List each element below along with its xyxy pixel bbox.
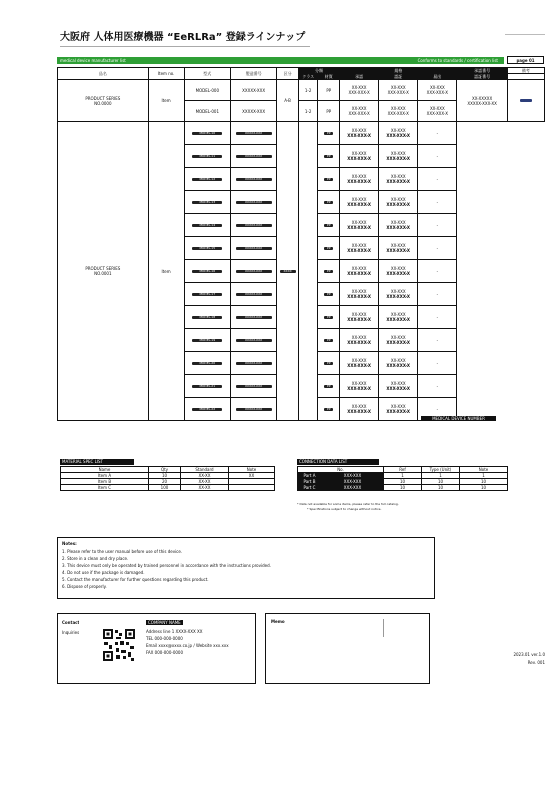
g2-b-5	[379, 237, 418, 260]
table-cell: 1	[460, 473, 508, 479]
g2-mat-9	[318, 329, 340, 352]
right-table-title: CONNECTION DATA LIST	[297, 459, 379, 465]
g2-c-2: -	[418, 168, 457, 191]
col-header-approval: 承認番号	[457, 68, 507, 74]
table-cell: 1	[384, 473, 422, 479]
g2-model-7-text: MODEL-17	[192, 293, 222, 296]
g1-b-1-line2: XXX-XXX-X	[387, 111, 409, 116]
right-table-note1: * Data not available for some items, please refer to the full catalog.	[297, 502, 399, 506]
g2-a-3-line2: XXX-XXX-X	[347, 202, 371, 207]
g2-a-12-line2: XXX-XXX-X	[347, 409, 371, 414]
g1-b-0-line1: XX-XXX	[390, 85, 406, 90]
g2-model-2	[184, 168, 230, 191]
g2-a-9-line2: XXX-XXX-X	[347, 340, 371, 345]
g2-model-4	[184, 214, 230, 237]
notes-line-2: 2. Store in a clean and dry place.	[62, 556, 129, 561]
g2-b-10-line1: XX-XXX	[390, 358, 406, 363]
g1-b-1	[379, 101, 418, 122]
g2-b-0-line1: XX-XXX	[390, 128, 406, 133]
g2-serial-10-text: XXXXX-XXX	[236, 362, 272, 365]
g2-mat-0	[318, 122, 340, 145]
g1-c-1	[418, 101, 457, 122]
table-cell: XX-XX	[181, 473, 229, 479]
g2-serial-11	[230, 375, 276, 398]
group2-class	[298, 122, 318, 421]
group1-kubun: A-B	[277, 80, 299, 122]
g2-c-6: -	[418, 260, 457, 283]
g2-a-0-line2: XXX-XXX-X	[347, 133, 371, 138]
table-cell: XX-XX	[181, 479, 229, 485]
g2-serial-9	[230, 329, 276, 352]
side-note-2: Rev. 001	[527, 660, 545, 665]
g2-b-7	[379, 283, 418, 306]
table-cell: 20	[149, 479, 181, 485]
g2-b-4-line2: XXX-XXX-X	[386, 225, 411, 230]
table-cell: 10	[460, 485, 508, 491]
g2-mat-3-text: PP	[324, 201, 333, 204]
g1-c-1-line1: XX-XXX	[429, 106, 445, 111]
notes-line-6: 6. Dispose of properly.	[62, 584, 107, 589]
g2-serial-7	[230, 283, 276, 306]
g2-b-11-line1: XX-XXX	[390, 381, 406, 386]
g2-model-12	[184, 398, 230, 421]
g2-b-8-line2: XXX-XXX-X	[386, 317, 411, 322]
g1-c-0	[418, 80, 457, 101]
g2-model-3	[184, 191, 230, 214]
g2-b-8-line1: XX-XXX	[390, 312, 406, 317]
g2-serial-1	[230, 145, 276, 168]
g2-c-8: -	[418, 306, 457, 329]
right-th-3: Note	[460, 467, 508, 473]
g1-b-0-line2: XXX-XXX-X	[387, 90, 409, 95]
group2-name-cell	[58, 122, 149, 421]
g2-b-7-line1: XX-XXX	[390, 289, 406, 294]
g2-mat-11	[318, 375, 340, 398]
memo-divider	[383, 619, 384, 637]
table-cell: Part C	[298, 485, 322, 491]
main-table-wrap	[57, 67, 545, 421]
col-header-serial: 製造番号	[230, 68, 276, 80]
g2-model-0-text: MODEL-10	[192, 132, 222, 135]
g1-mat-0: PP	[318, 80, 340, 101]
g2-b-9-line2: XXX-XXX-X	[386, 340, 411, 345]
g2-mat-4-text: PP	[324, 224, 333, 227]
g1-mat-1: PP	[318, 101, 340, 122]
g1-class-1: 1-2	[298, 101, 318, 122]
g1-model-0: MODEL-000	[184, 80, 230, 101]
g2-serial-6	[230, 260, 276, 283]
g2-mat-0-text: PP	[324, 132, 333, 135]
g2-b-12-line1: XX-XXX	[390, 404, 406, 409]
g2-model-9-text: MODEL-19	[192, 339, 222, 342]
g2-mat-9-text: PP	[324, 339, 333, 342]
table-cell: 10	[384, 479, 422, 485]
g2-b-5-line2: XXX-XXX-X	[386, 248, 411, 253]
note-cell	[507, 80, 544, 122]
right-table-note2: * Specifications subject to change without notice.	[307, 507, 382, 511]
main-table	[57, 67, 545, 421]
right-th-0: No.	[298, 467, 384, 473]
notes-line-3: 3. This device must only be operated by trained personnel in accordance with the instructions provided.	[62, 563, 271, 568]
g2-mat-4	[318, 214, 340, 237]
g2-c-11: -	[418, 375, 457, 398]
group2-cert: XX-XXXXX	[471, 95, 493, 101]
col-header-name: 品名	[58, 68, 149, 80]
g2-a-10-line2: XXX-XXX-X	[347, 363, 371, 368]
group2-name: PRODUCT SERIES	[85, 266, 121, 271]
g2-b-0	[379, 122, 418, 145]
g2-a-2-line1: XX-XXX	[351, 174, 367, 179]
contact-line-4: FAX 000-000-0000	[146, 650, 184, 655]
right-table	[297, 466, 508, 491]
g2-model-6-text: MODEL-16	[192, 270, 222, 273]
header-right-text: Conforms to standards / certification list	[417, 58, 498, 63]
header-badge: page 01	[507, 56, 544, 64]
g2-c-3: -	[418, 191, 457, 214]
g2-a-11-line1: XX-XXX	[351, 381, 367, 386]
g2-a-8-line1: XX-XXX	[351, 312, 367, 317]
g2-a-10-line1: XX-XXX	[351, 358, 367, 363]
table-cell: Item B	[61, 479, 149, 485]
g2-model-12-text: MODEL-22	[192, 408, 222, 411]
g2-b-6-line2: XXX-XXX-X	[386, 271, 411, 276]
g2-b-9	[379, 329, 418, 352]
g1-c-1-line2: XXX-XXX-X	[426, 111, 448, 116]
g2-b-1-line2: XXX-XXX-X	[386, 156, 411, 161]
g2-c-0: -	[418, 122, 457, 145]
g2-model-8	[184, 306, 230, 329]
g2-a-2	[340, 168, 379, 191]
col-header-note: 備考	[507, 68, 544, 74]
col-header-item: Item no.	[148, 68, 184, 80]
g2-b-1-line1: XX-XXX	[390, 151, 406, 156]
left-th-3: Note	[229, 467, 275, 473]
contact-company: COMPANY NAME	[148, 620, 181, 625]
table-cell: 10	[149, 473, 181, 479]
g2-b-7-line2: XXX-XXX-X	[386, 294, 411, 299]
col-header-class: 分類	[298, 68, 339, 74]
g2-a-6-line2: XXX-XXX-X	[347, 271, 371, 276]
g2-a-1-line1: XX-XXX	[351, 151, 367, 156]
g2-a-0	[340, 122, 379, 145]
group2-item: Item	[148, 122, 184, 421]
g2-model-11-text: MODEL-21	[192, 385, 222, 388]
g2-model-4-text: MODEL-14	[192, 224, 222, 227]
g2-c-5: -	[418, 237, 457, 260]
g1-a-0-line1: XX-XXX	[351, 85, 367, 90]
g2-c-7: -	[418, 283, 457, 306]
table-cell: XXX-XXX	[322, 479, 384, 485]
g2-a-1	[340, 145, 379, 168]
g2-a-7	[340, 283, 379, 306]
g2-a-11-line2: XXX-XXX-X	[347, 386, 371, 391]
col-header-spec: 規格	[340, 68, 457, 74]
g2-model-11	[184, 375, 230, 398]
g2-model-10	[184, 352, 230, 375]
notes-line-1: 1. Please refer to the user manual before use of this device.	[62, 549, 183, 554]
g2-mat-10-text: PP	[324, 362, 333, 365]
g2-model-1-text: MODEL-11	[192, 155, 222, 158]
g2-serial-3-text: XXXXX-XXX	[236, 201, 272, 204]
right-th-1: Ref	[384, 467, 422, 473]
g2-serial-7-text: XXXXX-XXX	[236, 293, 272, 296]
g2-c-12: -	[418, 398, 457, 421]
g2-a-5-line1: XX-XXX	[351, 243, 367, 248]
g2-b-9-line1: XX-XXX	[390, 335, 406, 340]
g2-serial-6-text: XXXXX-XXX	[236, 270, 272, 273]
g2-b-11	[379, 375, 418, 398]
g2-b-11-line2: XXX-XXX-X	[386, 386, 411, 391]
side-note-1: 2023.01 ver.1.0	[513, 652, 545, 657]
g2-a-4	[340, 214, 379, 237]
group1-name2: NO.0000	[94, 100, 112, 106]
table-cell: Part B	[298, 479, 322, 485]
contact-box	[57, 613, 256, 684]
header-left-text: medical device manufacturer list	[60, 58, 126, 63]
table-cell: 1	[422, 473, 460, 479]
left-table	[60, 466, 275, 491]
sub-header-number: 認証番号	[457, 74, 507, 80]
g2-serial-4-text: XXXXX-XXX	[236, 224, 272, 227]
contact-line-1: Address line 1 XXXX-XXX XX	[146, 629, 203, 634]
g2-b-10	[379, 352, 418, 375]
g1-a-0-line2: XXX-XXX-X	[348, 90, 370, 95]
g1-class-0: 1-2	[298, 80, 318, 101]
g2-a-7-line2: XXX-XXX-X	[347, 294, 371, 299]
g1-a-1-line1: XX-XXX	[351, 106, 367, 111]
table-cell: Part A	[298, 473, 322, 479]
g2-c-9: -	[418, 329, 457, 352]
g2-model-3-text: MODEL-13	[192, 201, 222, 204]
group2-name2: NO.0001	[94, 271, 112, 276]
g1-c-0-line2: XXX-XXX-X	[426, 90, 448, 95]
g2-model-7	[184, 283, 230, 306]
left-th-1: Qty	[149, 467, 181, 473]
g2-a-2-line2: XXX-XXX-X	[347, 179, 371, 184]
group2-kubun	[277, 122, 299, 421]
g2-mat-12-text: PP	[324, 408, 333, 411]
notes-title: Notes:	[62, 541, 77, 546]
g1-model-1: MODEL-001	[184, 101, 230, 122]
g2-serial-5	[230, 237, 276, 260]
g2-model-5	[184, 237, 230, 260]
table-cell: XXX-XXX	[322, 485, 384, 491]
g2-a-10	[340, 352, 379, 375]
left-th-2: Standard	[181, 467, 229, 473]
g2-mat-2-text: PP	[324, 178, 333, 181]
table-cell: XXX-XXX	[322, 473, 384, 479]
g2-mat-7	[318, 283, 340, 306]
group1-item: Item	[148, 80, 184, 122]
g2-model-6	[184, 260, 230, 283]
g2-serial-3	[230, 191, 276, 214]
g2-serial-1-text: XXXXX-XXX	[236, 155, 272, 158]
sub-header-material: 材質	[318, 74, 340, 80]
g2-mat-8-text: PP	[324, 316, 333, 319]
sub-header-approval: 承認	[340, 74, 379, 80]
g2-a-8	[340, 306, 379, 329]
g2-mat-2	[318, 168, 340, 191]
g2-a-0-line1: XX-XXX	[351, 128, 367, 133]
g2-b-2-line2: XXX-XXX-X	[386, 179, 411, 184]
g2-a-3-line1: XX-XXX	[351, 197, 367, 202]
g2-model-2-text: MODEL-12	[192, 178, 222, 181]
contact-line-2: TEL 000-000-0000	[146, 636, 183, 641]
g2-a-11	[340, 375, 379, 398]
contact-label: Inquiries	[62, 630, 80, 635]
g2-a-5-line2: XXX-XXX-X	[347, 248, 371, 253]
g2-b-2-line1: XX-XXX	[390, 174, 406, 179]
top-right-rule	[505, 34, 545, 35]
g1-serial-1: XXXXX-XXX	[230, 101, 276, 122]
g2-b-3-line1: XX-XXX	[390, 197, 406, 202]
notes-line-4: 4. Do not use if the package is damaged.	[62, 570, 145, 575]
notes-box	[57, 537, 435, 599]
g1-a-1	[340, 101, 379, 122]
table-cell: XX	[229, 473, 275, 479]
g2-mat-1-text: PP	[324, 155, 333, 158]
group-cert-cell	[457, 80, 507, 122]
g2-a-5	[340, 237, 379, 260]
memo-title: Memo	[271, 619, 285, 624]
g2-a-4-line2: XXX-XXX-X	[347, 225, 371, 230]
g2-mat-1	[318, 145, 340, 168]
g2-serial-5-text: XXXXX-XXX	[236, 247, 272, 250]
contact-title: Contact	[62, 620, 80, 625]
g1-c-0-line1: XX-XXX	[429, 85, 445, 90]
g2-a-9-line1: XX-XXX	[351, 335, 367, 340]
g2-a-7-line1: XX-XXX	[351, 289, 367, 294]
table-cell: 100	[149, 485, 181, 491]
g2-serial-10	[230, 352, 276, 375]
table-cell: 10	[422, 479, 460, 485]
g2-a-4-line1: XX-XXX	[351, 220, 367, 225]
g2-b-6-line1: XX-XXX	[390, 266, 406, 271]
g2-mat-10	[318, 352, 340, 375]
page-title: 大阪府 人体用医療機器 “EeRLRa” 登録ラインナップ	[60, 32, 306, 43]
g2-model-5-text: MODEL-15	[192, 247, 222, 250]
g2-serial-12	[230, 398, 276, 421]
g2-mat-6-text: PP	[324, 270, 333, 273]
g2-a-12	[340, 398, 379, 421]
g2-serial-0	[230, 122, 276, 145]
group2-kubun-text: XXXX	[280, 270, 296, 273]
g2-a-8-line2: XXX-XXX-X	[347, 317, 371, 322]
g2-mat-5-text: PP	[324, 247, 333, 250]
g2-model-0	[184, 122, 230, 145]
g2-model-10-text: MODEL-20	[192, 362, 222, 365]
sub-header-class: クラス	[298, 74, 318, 80]
g2-model-9	[184, 329, 230, 352]
g2-serial-2-text: XXXXX-XXX	[236, 178, 272, 181]
g2-a-9	[340, 329, 379, 352]
g2-mat-11-text: PP	[324, 385, 333, 388]
g2-serial-0-text: XXXXX-XXX	[236, 132, 272, 135]
g2-serial-4	[230, 214, 276, 237]
table-cell: 10	[384, 485, 422, 491]
g2-mat-7-text: PP	[324, 293, 333, 296]
g2-a-1-line2: XXX-XXX-X	[347, 156, 371, 161]
note-mark-icon	[520, 99, 532, 102]
g2-b-5-line1: XX-XXX	[390, 243, 406, 248]
g2-mat-5	[318, 237, 340, 260]
g2-a-6-line1: XX-XXX	[351, 266, 367, 271]
g2-model-8-text: MODEL-18	[192, 316, 222, 319]
g2-b-2	[379, 168, 418, 191]
sub-header-notify: 届出	[418, 74, 457, 80]
memo-box	[265, 613, 430, 684]
table-cell: 10	[460, 479, 508, 485]
g1-b-0	[379, 80, 418, 101]
g2-mat-6	[318, 260, 340, 283]
g2-b-10-line2: XXX-XXX-X	[386, 363, 411, 368]
qr-code-icon	[102, 628, 136, 662]
table-cell	[229, 485, 275, 491]
g2-c-10: -	[418, 352, 457, 375]
g2-b-4	[379, 214, 418, 237]
g2-b-6	[379, 260, 418, 283]
notes-line-5: 5. Contact the manufacturer for further questions regarding this product.	[62, 577, 209, 582]
g2-c-4: -	[418, 214, 457, 237]
table-cell: XX-XX	[181, 485, 229, 491]
g1-a-1-line2: XXX-XXX-X	[348, 111, 370, 116]
col-header-model: 型式	[184, 68, 230, 80]
g2-b-12	[379, 398, 418, 421]
g2-serial-2	[230, 168, 276, 191]
g2-b-3	[379, 191, 418, 214]
g2-c-1: -	[418, 145, 457, 168]
g2-serial-9-text: XXXXX-XXX	[236, 339, 272, 342]
g2-a-6	[340, 260, 379, 283]
g2-b-8	[379, 306, 418, 329]
title-underline	[60, 46, 310, 47]
g2-b-3-line2: XXX-XXX-X	[386, 202, 411, 207]
table-cell: Item A	[61, 473, 149, 479]
sub-header-cert: 認証	[379, 74, 418, 80]
g2-serial-12-text: XXXXX-XXX	[236, 408, 272, 411]
group1-name-cell	[58, 80, 149, 122]
contact-line-3: Email xxxx@xxxx.co.jp / Website xxx.xxx	[146, 643, 229, 648]
g2-serial-8	[230, 306, 276, 329]
g2-mat-8	[318, 306, 340, 329]
header-bar	[57, 57, 504, 64]
g1-b-1-line1: XX-XXX	[390, 106, 406, 111]
left-th-0: Name	[61, 467, 149, 473]
col-header-kubun: 区分	[277, 68, 299, 80]
g2-mat-12	[318, 398, 340, 421]
g2-b-1	[379, 145, 418, 168]
g2-mat-3	[318, 191, 340, 214]
main-table-footnote: MEDICAL DEVICE NUMBER	[421, 416, 496, 421]
g1-serial-0: XXXXX-XXX	[230, 80, 276, 101]
g1-a-0	[340, 80, 379, 101]
group1-name: PRODUCT SERIES	[85, 95, 121, 101]
g2-a-12-line1: XX-XXX	[351, 404, 367, 409]
left-table-title: MATERIAL SPEC LIST	[60, 459, 134, 465]
g2-model-1	[184, 145, 230, 168]
g2-b-4-line1: XX-XXX	[390, 220, 406, 225]
g2-serial-11-text: XXXXX-XXX	[236, 385, 272, 388]
g2-a-3	[340, 191, 379, 214]
table-cell: Item C	[61, 485, 149, 491]
table-cell: 10	[422, 485, 460, 491]
g2-serial-8-text: XXXXX-XXX	[236, 316, 272, 319]
group2-cert2: XXXXX-XXX-XX	[467, 100, 497, 106]
g2-b-0-line2: XXX-XXX-X	[386, 133, 411, 138]
right-th-2: Type (Unit)	[422, 467, 460, 473]
g2-b-12-line2: XXX-XXX-X	[386, 409, 411, 414]
